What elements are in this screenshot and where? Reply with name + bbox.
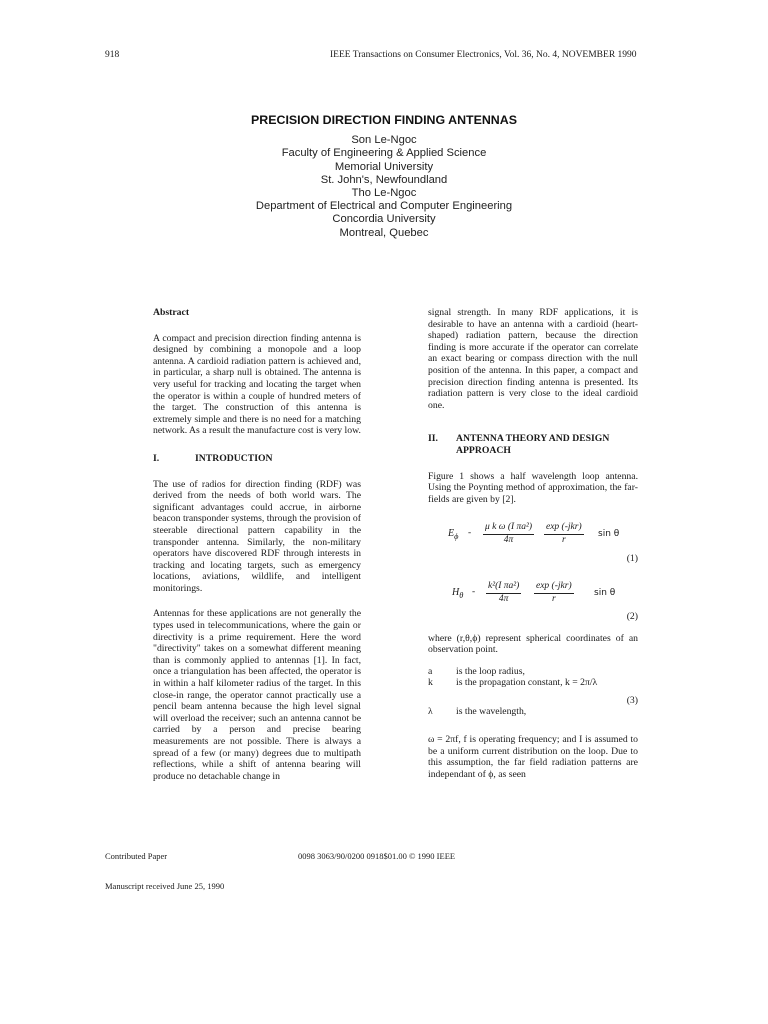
intro-paragraph: Antennas for these applications are not generally the types used in telecommunications, where the gain or directivity is a prime requirement. Here the word "directivity" takes on a somewhat different meaning than is commonly applied to antennas [1]. In fact, once a triangulation has been affected, the operator is in within a half kilometer radius of the target. In this close-in range, the operator cannot practically use a pencil beam antenna because the high level signal will overload the receiver; such an antenna cannot be carried by a person and precise bearing measurements are not possible. There is always a spread of a few (or many) degrees due to multipath reflections, while a shift of antenna bearing will produce no detachable change in (153, 608, 361, 782)
manuscript-received: Manuscript received June 25, 1990 (105, 881, 225, 891)
definition-symbol: k (428, 677, 433, 689)
definition-item (428, 666, 638, 678)
affiliation-line: Montreal, Quebec (339, 226, 429, 239)
intro-paragraph: The use of radios for direction finding (RDF) was derived from the needs of both world wars. The significant advantages could accrue, in airborne beacon transponder systems, through the provision of steerable directional pattern capability in the transponder antenna. Similarly, the non-military operators have discovered RDF through interests in tracking and locating targets, such as emergency locations, aviations, wildlife, and intelligent monitorings. (153, 478, 361, 594)
affiliation-line: Department of Electrical and Computer Engineering (255, 200, 513, 213)
abstract-text: A compact and precision direction finding antenna is designed by combining a monopole and a loop antenna. A cardioid radiation pattern is achieved and, in particular, a sharp null is obtained. The antenna is very useful for tracking and locating the target when the operator is within a couple of hundred meters of the target. The construction of this antenna is extremely simple and there is no need for a matching network. As a result the manufacture cost is very low. (153, 332, 361, 437)
eq-sin-term: sin θ (598, 529, 620, 540)
eq-numerator: k²(I πa²) (486, 581, 521, 594)
left-column (153, 307, 361, 782)
affiliation-line: Faculty of Engineering & Applied Science (281, 147, 487, 160)
affiliation-line: St. John's, Newfoundland (320, 173, 448, 186)
definition-symbol: a (428, 665, 433, 677)
definition-item (428, 706, 638, 718)
omega-paragraph: ω = 2πf, f is operating frequency; and I is assumed to be a uniform current distribution on the loop. Due to this assumption, the far field radiation patterns are independant of ϕ, as seen (428, 734, 638, 780)
eq-numerator: μ k ω (I πa²) (483, 522, 534, 535)
section-number: I. (153, 452, 160, 464)
equation-number: (1) (626, 553, 638, 565)
author-name: Tho Le-Ngoc (351, 187, 417, 200)
affiliation-line: Concordia University (332, 213, 436, 226)
eq-denominator: 4π (503, 534, 514, 545)
definition-text: is the loop radius, (456, 665, 525, 677)
page-number: 918 (105, 50, 120, 60)
definition-symbol: λ (428, 706, 433, 718)
equation-number: (2) (626, 610, 638, 622)
section-number: II. (428, 433, 438, 445)
affiliation-line: Memorial University (334, 160, 434, 173)
section-title: ANTENNA THEORY AND DESIGN APPROACH (456, 433, 610, 456)
eq-equals: - (472, 586, 476, 597)
section-title: INTRODUCTION (195, 452, 273, 464)
eq-lhs-subscript: ϕ (454, 532, 459, 542)
eq-fraction (486, 581, 521, 605)
section-heading-introduction (153, 453, 361, 465)
eq-lhs-subscript: θ (459, 590, 464, 600)
where-paragraph: where (r,θ,ϕ) represent spherical coordinates of an observation point. (428, 632, 638, 656)
eq-equals: - (468, 528, 472, 539)
eq-lhs: $H_\theta$ (452, 586, 464, 600)
eq-fraction (544, 522, 584, 546)
author-name: Son Le-Ngoc (351, 134, 417, 147)
eq-denominator: 4π (498, 593, 509, 604)
abstract-heading: Abstract (153, 307, 190, 318)
continued-paragraph: signal strength. In many RDF applications, it is desirable to have an antenna with a cardioid (heart-shaped) radiation pattern, because the direction finding is more accurate if the operator can correlate an exact bearing or compass direction with the null position of the antenna. In this paper, a compact and precision direction finding antenna is presented. Its radiation pattern is very close to the ideal cardioid one. (428, 307, 638, 411)
paper-title: PRECISION DIRECTION FINDING ANTENNAS (251, 113, 517, 127)
eq-numerator: exp (-jkr) (544, 522, 584, 535)
eq-numerator: exp (-jkr) (534, 581, 574, 594)
equation-2 (428, 581, 638, 607)
eq-lhs: $E_\phi$ (448, 528, 459, 542)
definition-text: is the propagation constant, k = 2π/λ (456, 677, 598, 689)
eq-fraction (483, 522, 534, 546)
right-column (428, 307, 638, 780)
title-block (0, 114, 768, 240)
eq-sin-term: sin θ (594, 587, 616, 598)
section-heading-antenna-theory (428, 433, 638, 456)
section-paragraph: Figure 1 shows a half wavelength loop antenna. Using the Poynting method of approximation, the far-fields are given by [2]. (428, 470, 638, 505)
eq-denominator: r (561, 534, 566, 545)
equation-number: (3) (626, 694, 638, 706)
definition-list (428, 666, 638, 718)
copyright-line: 0098 3063/90/0200 0918$01.00 © 1990 IEEE (298, 851, 456, 861)
journal-header: IEEE Transactions on Consumer Electronics, Vol. 36, No. 4, NOVEMBER 1990 (330, 50, 637, 60)
eq-denominator: r (551, 593, 556, 604)
equation-1 (428, 522, 638, 548)
definition-text: is the wavelength, (456, 706, 527, 718)
definition-item (428, 677, 638, 689)
contributed-paper-label: Contributed Paper (105, 851, 168, 861)
eq-fraction (534, 581, 574, 605)
